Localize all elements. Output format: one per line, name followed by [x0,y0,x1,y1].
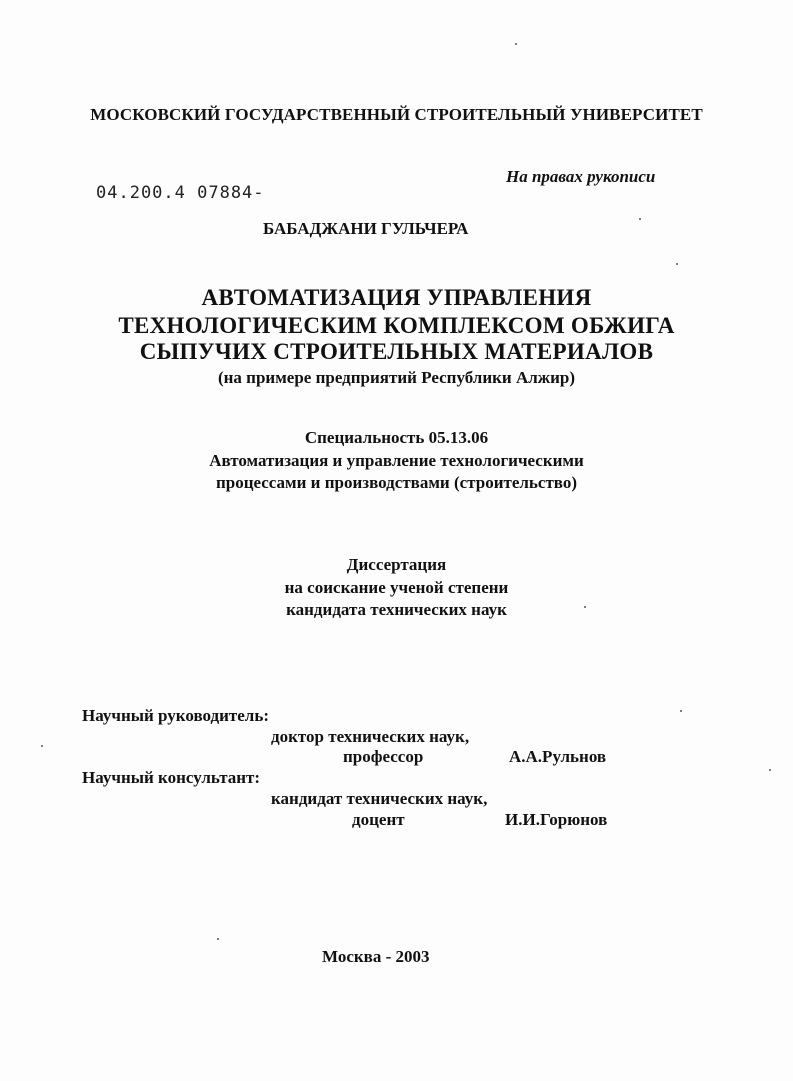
specialty-line-2: процессами и производствами (строительство) [215,473,578,492]
scan-speck [769,769,771,771]
supervisor-rank: профессор [343,747,424,766]
consultant-rank: доцент [352,810,405,829]
scan-speck [680,710,682,712]
title-line-3: СЫПУЧИХ СТРОИТЕЛЬНЫХ МАТЕРИАЛОВ [139,339,654,364]
title-line-1: АВТОМАТИЗАЦИЯ УПРАВЛЕНИЯ [201,285,592,310]
consultant-degree: кандидат технических наук, [271,789,488,808]
supervisor-name: А.А.Рульнов [509,747,607,766]
title-subtitle: (на примере предприятий Республики Алжир) [217,368,576,387]
dissertation-line-2: на соискание ученой степени [284,578,509,597]
author-name: БАБАДЖАНИ ГУЛЬЧЕРА [263,219,469,238]
supervisor-label: Научный руководитель: [82,706,269,725]
title-line-2: ТЕХНОЛОГИЧЕСКИМ КОМПЛЕКСОМ ОБЖИГА [118,313,675,338]
supervisor-degree: доктор технических наук, [271,727,470,746]
university-name: МОСКОВСКИЙ ГОСУДАРСТВЕННЫЙ СТРОИТЕЛЬНЫЙ УНИВЕРСИТЕТ [90,105,703,124]
dissertation-line-3: кандидата технических наук [286,600,507,619]
scan-speck [217,938,219,940]
scan-speck [639,218,641,220]
city-year: Москва - 2003 [322,947,430,966]
dissertation-line-1: Диссертация [346,555,447,574]
rights-notice: На правах рукописи [506,167,656,186]
specialty-code: Специальность 05.13.06 [304,428,489,447]
registration-stamp: 04.200.4 07884- [96,183,265,203]
scan-speck [515,43,517,45]
consultant-name: И.И.Горюнов [505,810,608,829]
specialty-line-1: Автоматизация и управление технологическими [209,451,584,470]
consultant-label: Научный консультант: [82,768,261,787]
scan-speck [41,745,43,747]
scan-speck [676,263,678,265]
